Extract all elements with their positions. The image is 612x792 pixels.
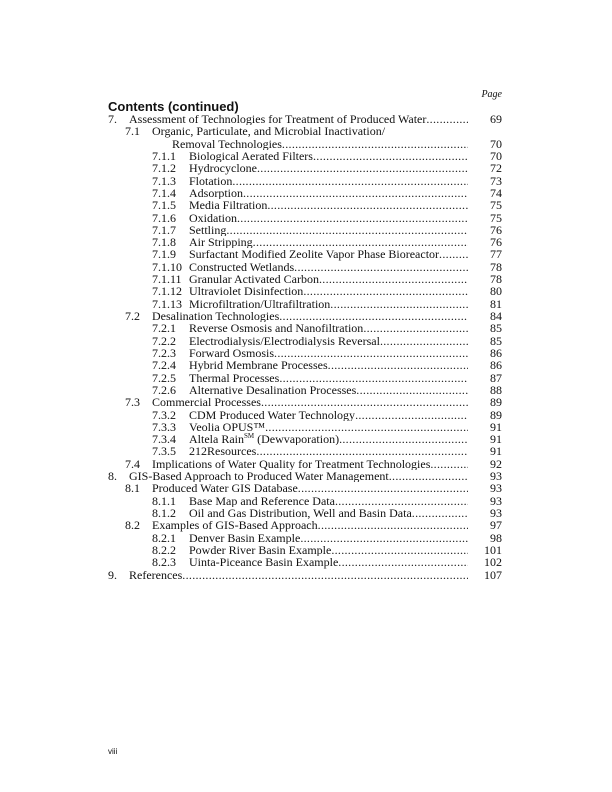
toc-entry[interactable] [108, 125, 502, 137]
toc-entry-title [189, 347, 468, 359]
toc-entry[interactable] [108, 359, 502, 371]
toc-entry-number: 7.1.2 [152, 161, 176, 176]
toc-entry-title-text: Alternative Desalination Processes [189, 383, 357, 397]
toc-entry-number: 8.1 [125, 481, 140, 496]
dot-leader [339, 433, 468, 445]
toc-entry-page: 75 [490, 198, 502, 213]
toc-entry-page: 86 [490, 358, 502, 373]
toc-entry-title [189, 248, 468, 260]
toc-entry-page: 69 [490, 112, 502, 126]
dot-leader [331, 544, 468, 556]
dot-leader [330, 298, 468, 310]
toc-entry-title-text: Assessment of Technologies for Treatment of Produced Water [129, 113, 427, 126]
toc-entry[interactable] [108, 113, 502, 125]
toc-entry-title [189, 162, 468, 174]
toc-entry-page: 77 [490, 247, 502, 262]
toc-entry-title [152, 458, 468, 470]
toc-entry-page: 78 [490, 272, 502, 287]
toc-entry-title [189, 273, 468, 285]
toc-entry-number: 7.2.6 [152, 382, 176, 397]
toc-entry-page: 85 [490, 333, 502, 348]
toc-entry[interactable] [108, 285, 502, 297]
page-title: Contents (continued) [108, 99, 239, 114]
toc-entry-page: 70 [490, 148, 502, 163]
toc-entry-page: 93 [490, 481, 502, 496]
toc-entry-number: 7.2.4 [152, 358, 176, 373]
toc-entry-number: 7.1.9 [152, 247, 176, 262]
dot-leader [363, 322, 468, 334]
dot-leader [300, 532, 468, 544]
toc-entry-title [189, 212, 468, 224]
toc-entry-page: 78 [490, 259, 502, 274]
toc-entry-title [189, 544, 468, 556]
toc-entry-number: 8.1.2 [152, 506, 176, 520]
dot-leader [243, 187, 468, 199]
toc-entry-title-text: Organic, Particulate, and Microbial Inactivation/ [152, 125, 386, 138]
dot-leader [313, 150, 468, 162]
toc-entry[interactable] [108, 569, 502, 581]
toc-entry-title-text: Electrodialysis/Electrodialysis Reversal [189, 334, 380, 347]
toc-entry-title-text: Implications of Water Quality for Treatment Technologies [152, 457, 431, 471]
toc-entry-title [189, 199, 468, 211]
toc-entry[interactable] [108, 162, 502, 174]
toc-entry-page: 101 [484, 542, 502, 557]
toc-entry-page: 86 [490, 345, 502, 360]
toc-entry-number: 7.1.7 [152, 222, 176, 237]
toc-entry[interactable] [108, 322, 502, 334]
dot-leader [412, 507, 468, 519]
toc-entry-title-text: Powder River Basin Example [189, 543, 332, 557]
service-mark: SM [243, 433, 255, 441]
dot-leader [237, 212, 468, 224]
toc-entry-number: 8.2.3 [152, 555, 176, 570]
toc-entry-title-text: Altela Rain [189, 433, 244, 446]
toc-entry[interactable] [108, 409, 502, 421]
toc-entry-title [129, 470, 468, 482]
toc-entry-title-text: Settling [189, 223, 227, 237]
page-column-label: Page [481, 89, 502, 100]
toc-entry-title [189, 224, 468, 236]
toc-entry[interactable] [108, 458, 502, 470]
toc-entry-title-text: Adsorption [189, 186, 243, 200]
toc-entry-number: 7.3.2 [152, 407, 176, 422]
toc-entry[interactable] [108, 199, 502, 211]
toc-entry-title-text: Produced Water GIS Database [152, 482, 298, 495]
toc-entry-title [189, 372, 468, 384]
dot-leader [274, 347, 468, 359]
toc-entry-page: 91 [490, 419, 502, 434]
dot-leader [226, 224, 468, 236]
toc-entry-number: 8.2 [125, 518, 140, 533]
toc-entry[interactable] [108, 396, 502, 408]
toc-entry-title-text: Biological Aerated Filters [189, 149, 313, 163]
toc-entry-title-text: Surfactant Modified Zeolite Vapor Phase Bioreactor [189, 248, 440, 261]
toc-entry-page: 75 [490, 210, 502, 225]
toc-entry-page: 98 [490, 530, 502, 545]
dot-leader [356, 384, 468, 396]
toc-entry-number: 7.1.13 [152, 296, 182, 311]
toc-entry-number: 7.1.8 [152, 235, 176, 250]
toc-entry-number: 7.1.12 [152, 284, 182, 299]
toc-entry-title [189, 409, 468, 421]
toc-entry-title [189, 261, 468, 273]
toc-entry-title-text: Veolia OPUS™ [189, 420, 266, 434]
toc-entry[interactable] [108, 298, 502, 310]
toc-entry-page: 92 [490, 456, 502, 471]
toc-entry[interactable] [108, 384, 502, 396]
toc-entry-number: 7.2.2 [152, 333, 176, 348]
dot-leader [335, 495, 468, 507]
dot-leader [389, 470, 468, 482]
dot-leader [294, 261, 468, 273]
dot-leader [426, 113, 468, 125]
toc-entry-page: 87 [490, 370, 502, 385]
toc-entry-title [152, 482, 468, 494]
toc-entry-title-text: 212Resources [189, 445, 257, 458]
toc-entry-title [129, 569, 468, 581]
toc-entry-title [152, 310, 468, 322]
toc-entry[interactable] [108, 445, 502, 457]
toc-entry-number: 8.2.1 [152, 530, 176, 545]
toc-entry-number: 9. [108, 567, 117, 582]
dot-leader [338, 556, 468, 568]
toc-entry-title [189, 532, 468, 544]
toc-entry-page: 89 [490, 407, 502, 422]
toc-entry-number: 7.2 [125, 309, 140, 323]
toc-entry-title-text: Oil and Gas Distribution, Well and Basin Data [189, 507, 412, 520]
dot-leader [279, 310, 468, 322]
dot-leader [253, 236, 468, 248]
toc-entry-title [189, 285, 468, 297]
toc-entry-number: 7. [108, 112, 117, 126]
toc-entry-page: 93 [490, 506, 502, 520]
toc-entry-title [152, 396, 468, 408]
toc-entry-page: 102 [484, 555, 502, 570]
toc-entry-number: 8.1.1 [152, 493, 176, 508]
toc-entry-title [129, 113, 468, 125]
dot-leader [256, 445, 468, 457]
toc-entry-title-text: Denver Basin Example [189, 531, 301, 544]
toc-entry-page: 81 [490, 296, 502, 311]
toc-entry-number: 7.4 [125, 456, 140, 471]
toc-entry-title [189, 298, 468, 310]
toc-entry[interactable] [108, 212, 502, 224]
toc-entry-number: 7.1.5 [152, 198, 176, 213]
dot-leader [182, 569, 468, 581]
toc-entry-title-text: Base Map and Reference Data [189, 494, 335, 507]
dot-leader [279, 372, 468, 384]
toc-entry-number: 7.1.4 [152, 185, 176, 200]
toc-entry-number: 7.1.10 [152, 259, 182, 274]
toc-entry-page: 76 [490, 235, 502, 250]
toc-entry-page: 97 [490, 518, 502, 533]
dot-leader [355, 409, 468, 421]
toc-entry-title [189, 421, 468, 433]
toc-entry-title-text: Air Stripping [189, 236, 253, 249]
toc-entry-title [189, 359, 468, 371]
toc-entry-number: 7.3.5 [152, 444, 176, 459]
toc-entry-page: 76 [490, 222, 502, 237]
toc-entry-page: 84 [490, 309, 502, 323]
toc-entry[interactable] [108, 470, 502, 482]
toc-entry-title [189, 335, 468, 347]
toc-entry-number: 7.1.6 [152, 210, 176, 225]
toc-entry-page: 93 [490, 493, 502, 508]
toc-entry-title [189, 507, 468, 519]
dot-leader [328, 359, 468, 371]
toc-entry-title [172, 138, 468, 150]
toc-entry-number: 7.2.5 [152, 370, 176, 385]
toc-entry-title-text: Forward Osmosis [189, 346, 275, 360]
toc-entry[interactable] [108, 482, 502, 494]
toc-entry-title [152, 519, 468, 531]
toc-entry-title [189, 495, 468, 507]
toc-entry-title [189, 384, 468, 396]
toc-entry-title-text: Oxidation [189, 211, 237, 224]
dot-leader [232, 175, 468, 187]
toc-entry-page: 91 [490, 444, 502, 459]
dot-leader [265, 421, 468, 433]
toc-entry-page: 85 [490, 321, 502, 336]
toc-entry-title [152, 125, 468, 137]
toc-entry-title-text: Ultraviolet Disinfection [189, 285, 304, 298]
toc-entry-page: 89 [490, 395, 502, 410]
toc-entry-title [189, 556, 468, 568]
toc-entry-title [189, 236, 468, 248]
toc-entry-title [189, 187, 468, 199]
toc-entry-title-text: References [129, 568, 183, 581]
toc-entry-page: 93 [490, 469, 502, 484]
toc-entry-number: 7.3 [125, 395, 140, 410]
dot-leader [261, 396, 468, 408]
toc-entry-number: 7.1.11 [152, 272, 182, 287]
toc-entry-number: 8.2.2 [152, 542, 176, 557]
toc-entry-title [189, 433, 468, 445]
dot-leader [282, 138, 468, 150]
toc-entry-title-text: Hydrocyclone [189, 162, 257, 175]
dot-leader [430, 458, 468, 470]
dot-leader [303, 285, 468, 297]
toc-entry-page: 73 [490, 173, 502, 188]
toc-entry[interactable] [108, 556, 502, 568]
toc-entry-title-text: Removal Technologies [172, 137, 282, 150]
toc-entry-page: 107 [484, 567, 502, 582]
toc-entry-title [189, 322, 468, 334]
toc-entry-number: 7.1 [125, 124, 140, 139]
dot-leader [257, 162, 468, 174]
toc-entry-title-text: Uinta-Piceance Basin Example [189, 556, 339, 569]
toc-entry-title-text: Hybrid Membrane Processes [189, 359, 328, 372]
toc-entry-title [189, 445, 468, 457]
toc-entry-number: 7.1.3 [152, 173, 176, 188]
toc-entry-title [189, 150, 468, 162]
toc-entry-number: 7.3.4 [152, 432, 176, 447]
toc-entry-title [189, 175, 468, 187]
toc-entry-title-text: CDM Produced Water Technology [189, 408, 356, 421]
toc-entry-number: 7.3.3 [152, 419, 176, 434]
toc-entry[interactable] [108, 507, 502, 519]
dot-leader [267, 199, 468, 211]
toc-entry-title-text: (Dewvaporation) [254, 433, 340, 446]
toc-entry[interactable] [108, 248, 502, 260]
toc-entry-title-text: Flotation [189, 174, 233, 187]
toc-entry-title-text: Media Filtration [189, 199, 268, 212]
toc-entry-number: 7.1.1 [152, 148, 176, 163]
toc-entry-title-text: Examples of GIS-Based Approach [152, 519, 318, 532]
page-number: viii [108, 747, 118, 756]
dot-leader [318, 519, 468, 531]
toc-entry-number: 7.2.3 [152, 345, 176, 360]
toc-entry-page: 80 [490, 284, 502, 299]
dot-leader [380, 335, 468, 347]
toc-entry-page: 91 [490, 432, 502, 447]
toc-entry[interactable] [108, 519, 502, 531]
toc-entry-title-text: Granular Activated Carbon [189, 273, 319, 286]
toc-entry-page: 88 [490, 382, 502, 397]
table-of-contents [108, 113, 502, 581]
toc-entry-title-text: Commercial Processes [152, 396, 261, 409]
toc-entry-title-text: Microfiltration/Ultrafiltration [189, 297, 331, 310]
dot-leader [298, 482, 468, 494]
toc-entry-title-text: Thermal Processes [189, 371, 280, 384]
toc-entry-number: 8. [108, 469, 117, 484]
toc-entry-title-text: Constructed Wetlands [189, 260, 295, 274]
toc-entry-title-text: GIS-Based Approach to Produced Water Management [129, 470, 389, 483]
dot-leader [439, 248, 468, 260]
toc-entry-page: 70 [490, 136, 502, 151]
toc-entry-page: 74 [490, 185, 502, 200]
toc-entry-title-text: Reverse Osmosis and Nanofiltration [189, 322, 364, 335]
toc-entry-title-text: Desalination Technologies [152, 310, 280, 323]
toc-entry-number: 7.2.1 [152, 321, 176, 336]
dot-leader [319, 273, 468, 285]
toc-entry-page: 72 [490, 161, 502, 176]
